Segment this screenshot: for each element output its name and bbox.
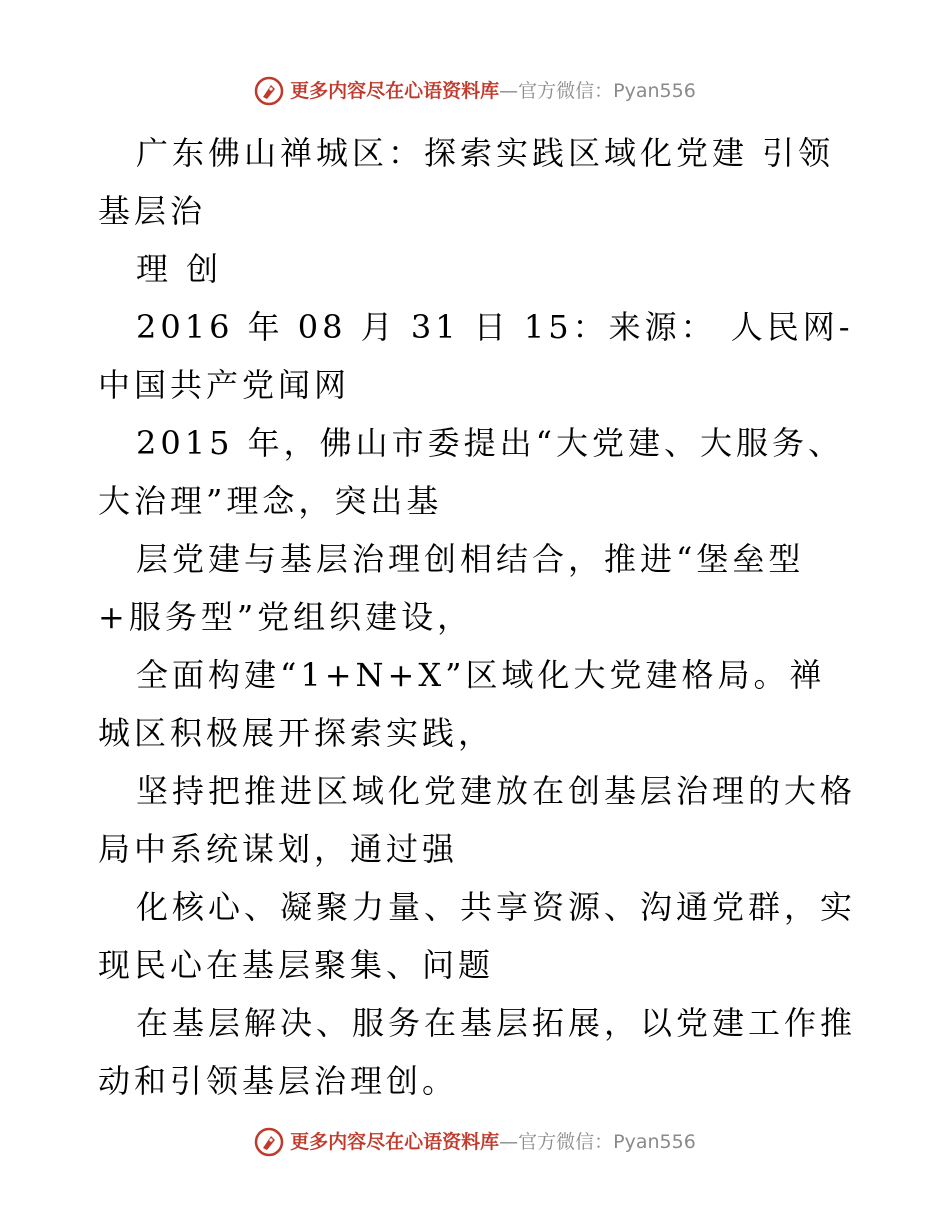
watermark-prefix: 更多内容尽在心语资料库: [290, 80, 500, 102]
body-paragraph: 化核心、凝聚力量、共享资源、沟通党群，实现民心在基层聚集、问题: [98, 888, 857, 984]
header-watermark: [0, 76, 950, 106]
body-paragraph: 坚持把推进区域化党建放在创基层治理的大格局中系统谋划，通过强: [98, 772, 857, 868]
watermark-suffix: 官方微信：Pyan556: [518, 80, 696, 102]
body-paragraph: 全面构建“1+N+X”区域化大党建格局。禅城区积极展开探索实践，: [98, 656, 826, 752]
title-continuation: 理 创: [136, 250, 223, 288]
watermark-suffix: 官方微信：Pyan556: [518, 1131, 696, 1153]
pen-nib-icon: [254, 76, 284, 106]
publish-info: 2016 年 08 月 31 日 15：来源： 人民网-中国共产党闻网: [98, 308, 854, 404]
document-body: [98, 124, 858, 1110]
watermark-separator: —: [499, 80, 519, 102]
body-paragraph: 2015 年，佛山市委提出“大党建、大服务、大治理”理念，突出基: [98, 424, 844, 520]
watermark-separator: —: [499, 1131, 519, 1153]
pen-nib-icon: [254, 1127, 284, 1157]
watermark-prefix: 更多内容尽在心语资料库: [290, 1131, 500, 1153]
body-paragraph: 层党建与基层治理创相结合，推进“堡垒型+服务型”党组织建设，: [98, 540, 805, 636]
footer-watermark: [0, 1127, 950, 1157]
document-title: 广东佛山禅城区：探索实践区域化党建 引领基层治: [98, 134, 835, 230]
body-paragraph: 在基层解决、服务在基层拓展，以党建工作推动和引领基层治理创。: [98, 1004, 857, 1100]
